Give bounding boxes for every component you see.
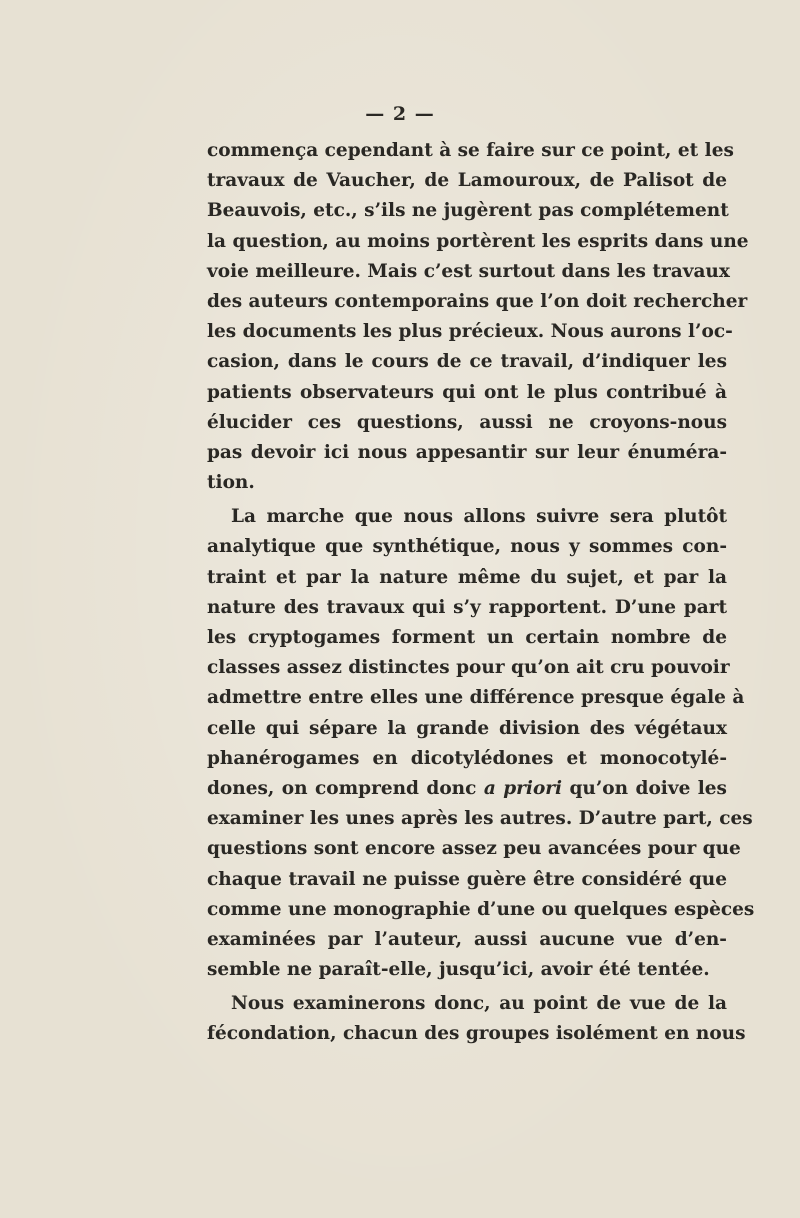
text-segment: dones, on comprend donc [207,777,477,799]
text-line: les documents les plus précieux. Nous aurons l’oc- [207,321,733,343]
text-line: analytique que synthétique, nous y sommes con- [207,536,727,558]
text-line: fécondation, chacun des groupes isolément en nous [207,1023,746,1045]
text-line: voie meilleure. Mais c’est surtout dans les travaux [207,260,730,282]
text-line: examiner les unes après les autres. D’autre part, ces [207,808,753,830]
text-line: La marche que nous allons suivre sera plutôt [231,506,727,528]
paragraph-3 [207,989,746,1049]
text-line: pas devoir ici nous appesantir sur leur énuméra- [207,441,727,463]
text-line: casion, dans le cours de ce travail, d’indiquer les [207,351,727,373]
text-line: commença cependant à se faire sur ce point, et les [207,140,734,161]
text-line: comme une monographie d’une ou quelques espèces [207,898,755,920]
text-line: travaux de Vaucher, de Lamouroux, de Palisot de [207,170,727,192]
body-text [207,136,755,1050]
text-line: phanérogames en dicotylédones et monocotylé- [207,747,727,769]
text-line: la question, au moins portèrent les esprits dans une [207,230,749,252]
italic-phrase: a priori [483,777,563,799]
page-number: — 2 — [365,103,435,125]
text-line: celle qui sépare la grande division des végétaux [207,717,727,739]
text-line: traint et par la nature même du sujet, et par la [207,566,727,588]
text-segment: qu’on doive les [569,777,727,799]
text-line: examinées par l’auteur, aussi aucune vue d’en- [207,928,727,950]
text-line: les cryptogames forment un certain nombre de [207,627,727,648]
text-line: classes assez distinctes pour qu’on ait cru pouvoir [207,657,730,679]
text-line: élucider ces questions, aussi ne croyons-nous [207,411,727,433]
paragraph-1 [207,136,749,498]
text-line: tion. [207,472,255,494]
paragraph-2 [207,502,755,985]
text-line-with-italic [207,774,727,804]
text-line: questions sont encore assez peu avancées pour que [207,838,741,860]
text-line: admettre entre elles une différence presque égale à [207,687,745,709]
text-line: patients observateurs qui ont le plus contribué à [207,381,727,403]
text-line: des auteurs contemporains que l’on doit rechercher [207,290,748,312]
text-line: Nous examinerons donc, au point de vue de la [231,993,727,1015]
text-line: chaque travail ne puisse guère être considéré que [207,868,727,890]
text-line: Beauvois, etc., s’ils ne jugèrent pas complétement [207,200,729,222]
text-line: semble ne paraît-elle, jusqu’ici, avoir été tentée. [207,959,710,981]
text-line: nature des travaux qui s’y rapportent. D’une part [207,596,727,618]
